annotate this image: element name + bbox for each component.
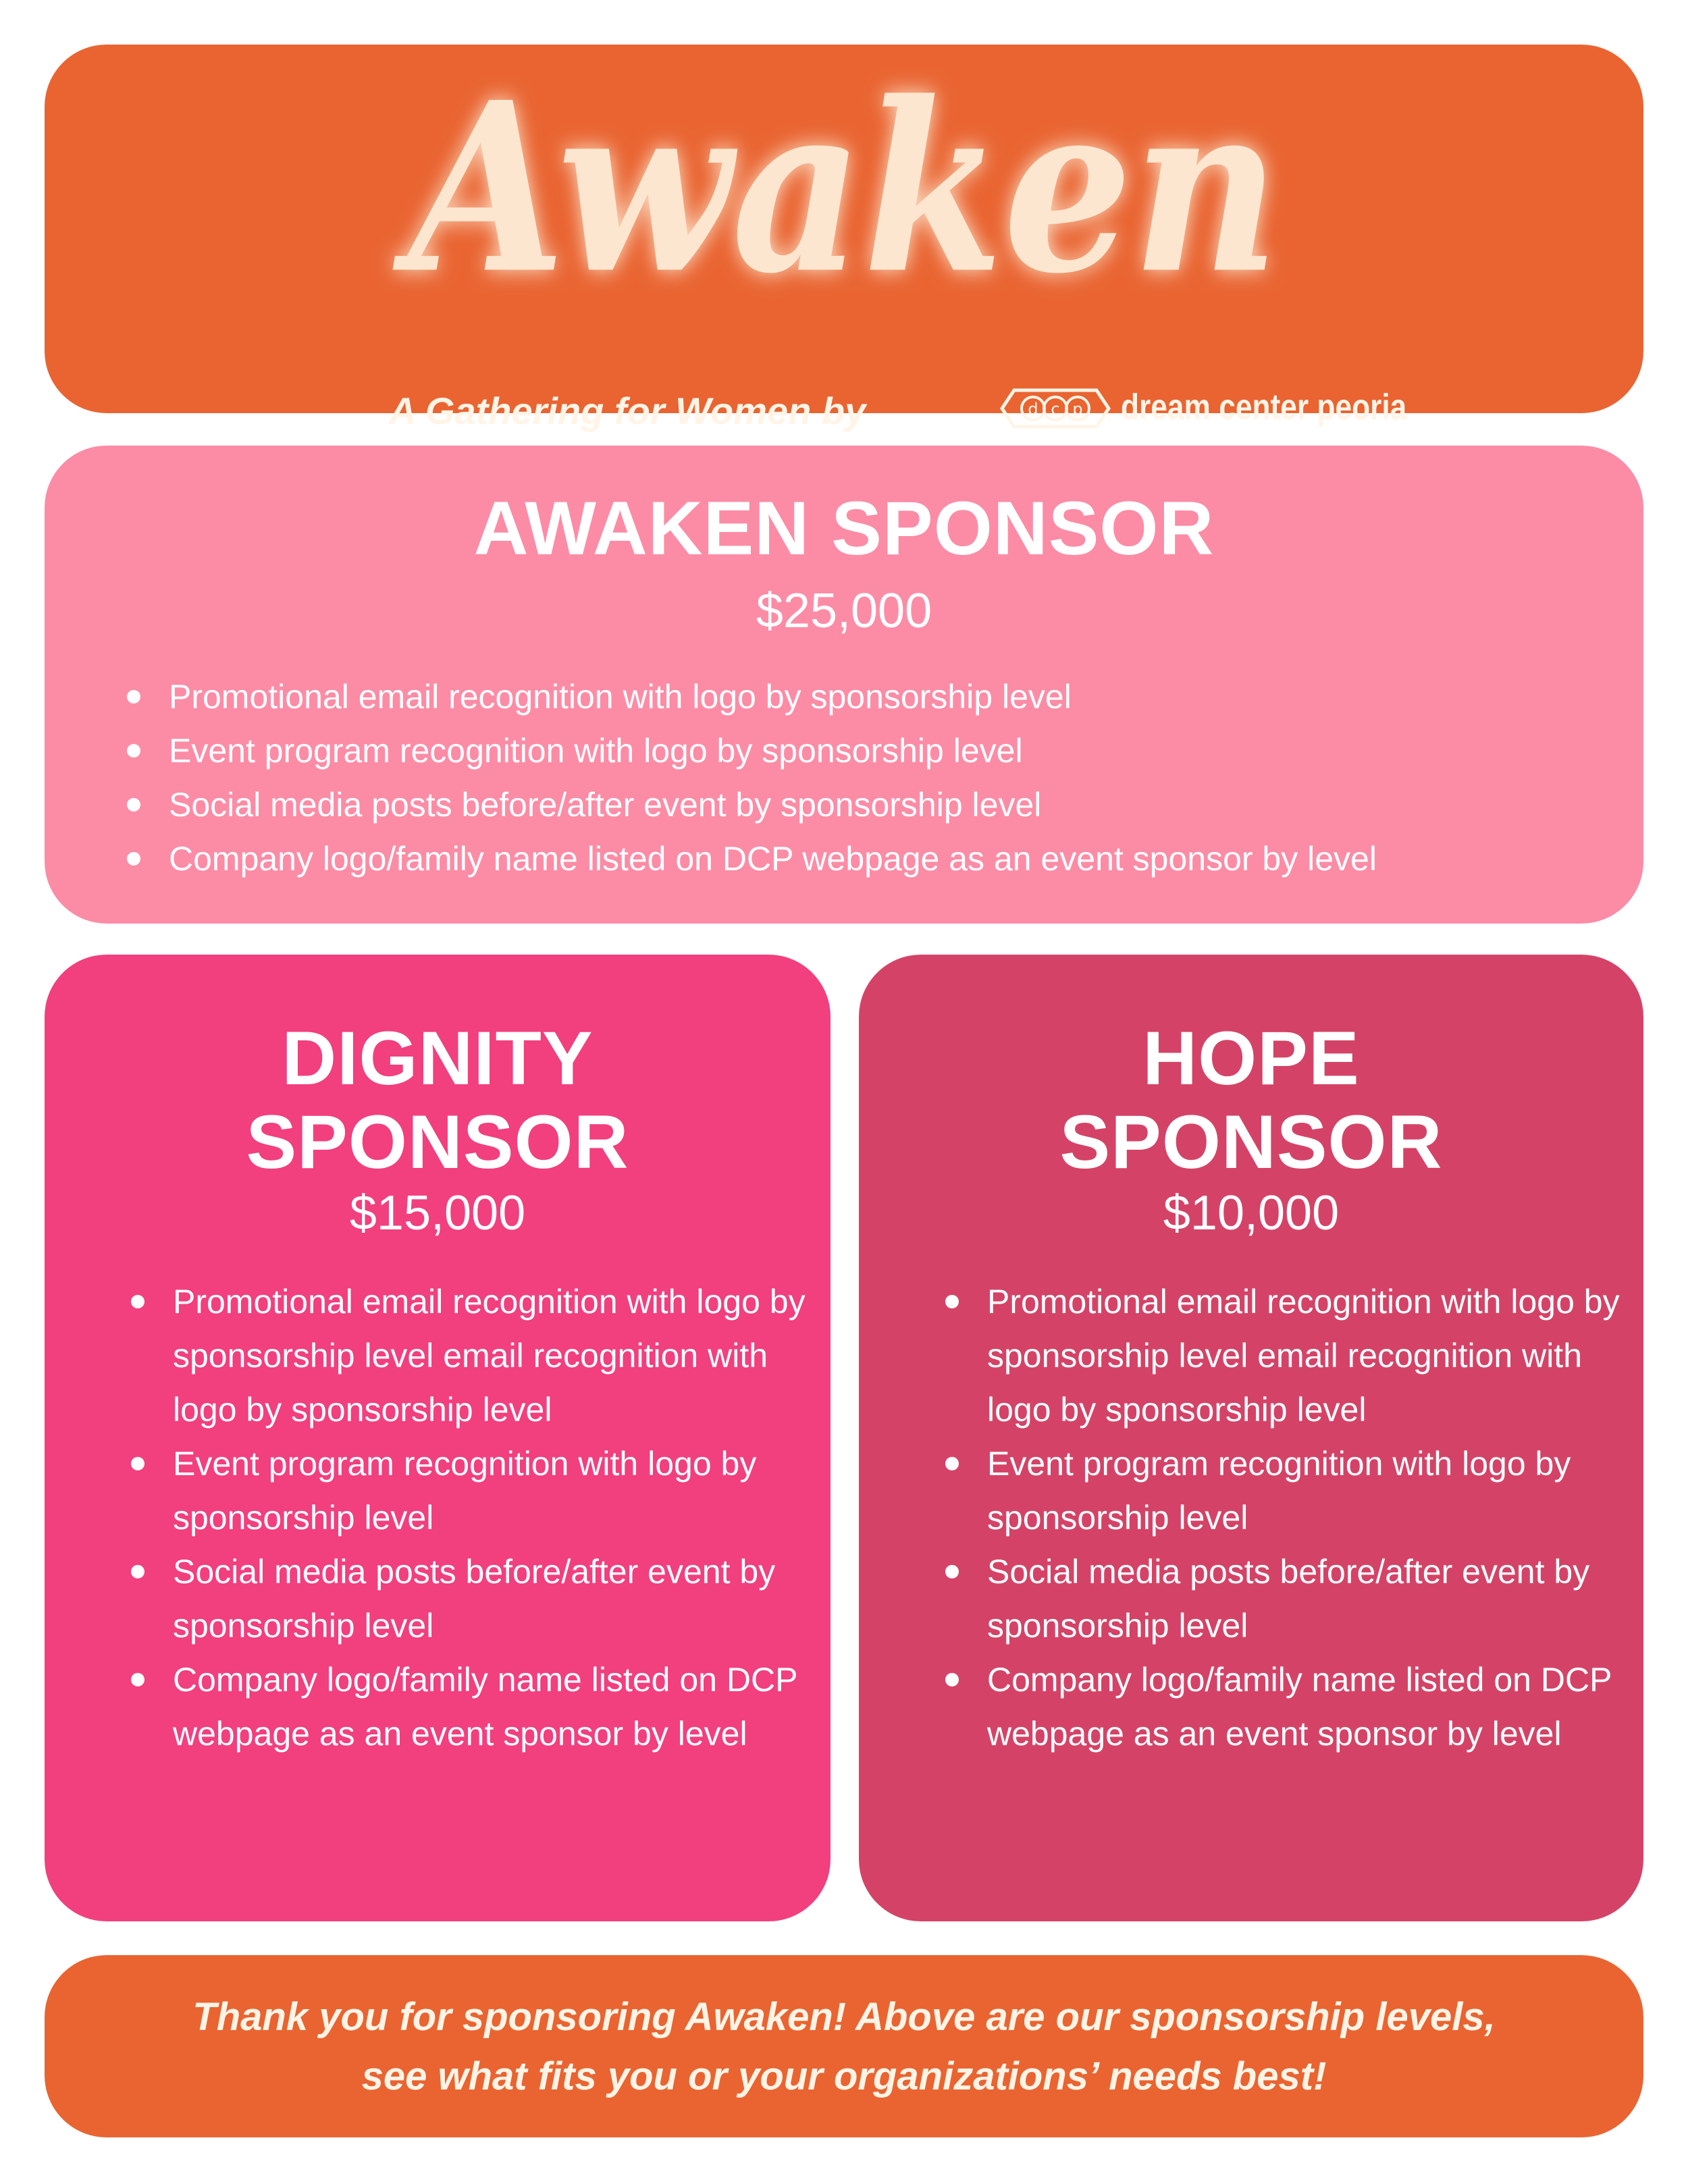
org-name [1121, 386, 1406, 428]
footer-banner [45, 1955, 1643, 2137]
footer-line-2: see what fits you or your organizations’ needs best! [361, 2054, 1327, 2098]
footer-message [45, 1988, 1643, 2106]
hope-sponsor-price: $10,000 [1163, 1186, 1340, 1240]
hope-title-line2: SPONSOR [1059, 1100, 1443, 1184]
awaken-sponsor-price: $25,000 [756, 584, 932, 638]
footer-line-1: Thank you for sponsoring Awaken! Above are our sponsorship levels, [192, 1995, 1496, 2039]
tagline-row [45, 382, 1643, 443]
benefit-item: Company logo/family name listed on DCP webpage as an event sponsor by level [127, 832, 1626, 886]
dignity-sponsor-price: $15,000 [349, 1186, 526, 1240]
benefit-item: Promotional email recognition with logo by sponsorship level [127, 670, 1626, 724]
benefit-item: Promotional email recognition with logo by sponsorship level email recognition with logo by sponsorship level [131, 1275, 813, 1437]
dignity-sponsor-title [45, 1017, 830, 1184]
awaken-benefits-list [127, 670, 1626, 886]
tagline: A Gathering for Women by [389, 390, 866, 432]
org-name-bold: peoria [1317, 387, 1407, 427]
hope-benefits-list [945, 1275, 1627, 1761]
svg-text:p: p [1072, 400, 1083, 419]
dignity-title-line2: SPONSOR [246, 1100, 629, 1184]
dignity-sponsor-card [45, 955, 830, 1921]
awaken-sponsor-title: AWAKEN SPONSOR [473, 486, 1215, 570]
benefit-item: Social media posts before/after event by sponsorship level [945, 1545, 1627, 1653]
dignity-benefits-list [131, 1275, 813, 1761]
awaken-logo-text: Awaken [408, 51, 1280, 325]
hope-sponsor-title [859, 1017, 1643, 1184]
hope-sponsor-card [859, 955, 1643, 1921]
org-name-light: dream center [1121, 387, 1317, 427]
svg-text:c: c [1051, 400, 1060, 419]
benefit-item: Company logo/family name listed on DCP webpage as an event sponsor by level [131, 1653, 813, 1761]
benefit-item: Social media posts before/after event by sponsorship level [131, 1545, 813, 1653]
dcp-logo-icon [998, 385, 1113, 432]
benefit-item: Company logo/family name listed on DCP webpage as an event sponsor by level [945, 1653, 1627, 1761]
benefit-item: Event program recognition with logo by sponsorship level [945, 1437, 1627, 1545]
benefit-item: Event program recognition with logo by sponsorship level [131, 1437, 813, 1545]
awaken-logo [45, 45, 1643, 413]
awaken-sponsor-card [45, 446, 1643, 924]
dignity-title-line1: DIGNITY [282, 1016, 594, 1100]
benefit-item: Promotional email recognition with logo by sponsorship level email recognition with logo by sponsorship level [945, 1275, 1627, 1437]
benefit-item: Event program recognition with logo by sponsorship level [127, 724, 1626, 778]
hope-title-line1: HOPE [1142, 1016, 1360, 1100]
benefit-item: Social media posts before/after event by sponsorship level [127, 778, 1626, 832]
header-banner [45, 45, 1643, 432]
svg-text:d: d [1028, 400, 1038, 419]
